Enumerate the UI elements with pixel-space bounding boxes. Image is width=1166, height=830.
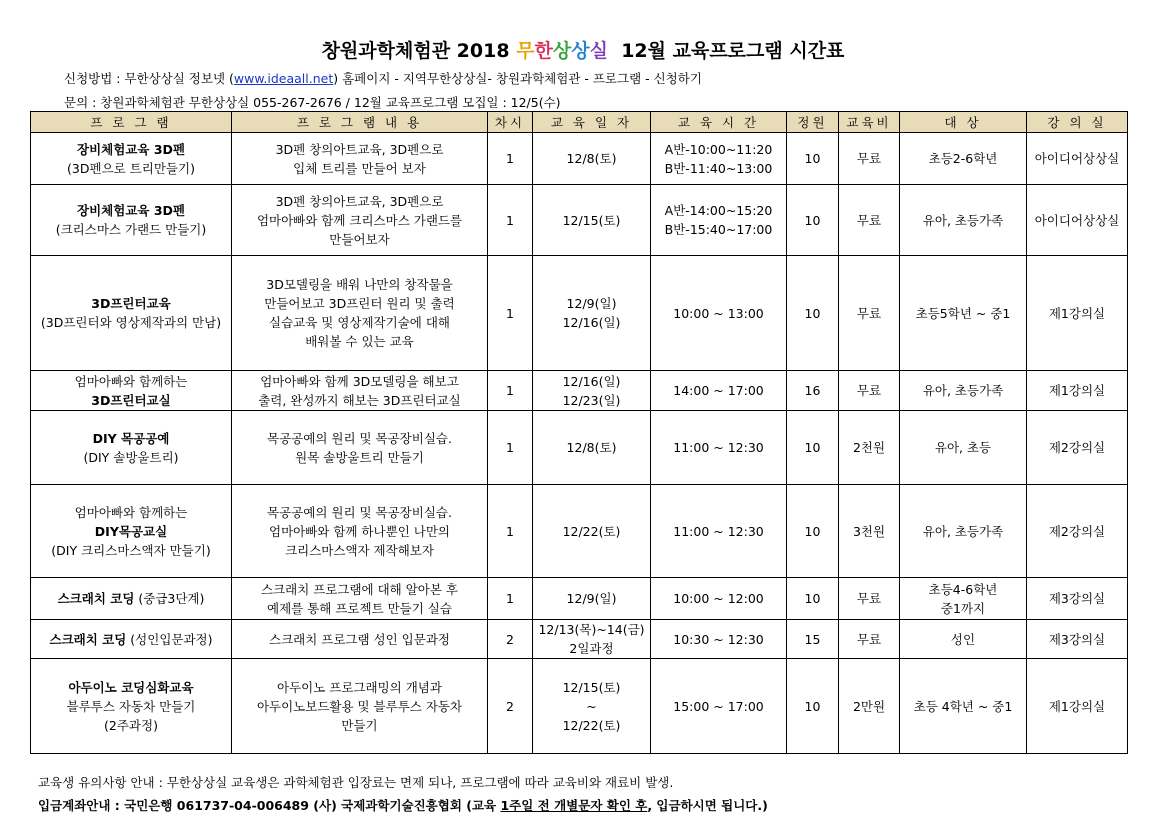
- content-cell: [232, 578, 488, 620]
- capacity-cell: 10: [787, 185, 839, 256]
- target-line: 유아, 초등가족: [922, 523, 1004, 539]
- date-line: 12/16(일): [562, 315, 621, 330]
- capacity-cell: 10: [787, 256, 839, 371]
- program-text: 3D프린터교육: [91, 296, 171, 311]
- target-line: 중1까지: [940, 600, 986, 616]
- date-line: ~: [586, 698, 597, 714]
- target-cell: [900, 256, 1027, 371]
- content-line: 엄마아빠와 함께 크리스마스 가랜드를: [256, 212, 463, 228]
- program-line: [34, 503, 228, 522]
- time-line: B반-11:40~13:00: [664, 160, 773, 176]
- notes-account-underline: 1주일 전 개별문자 확인 후: [500, 798, 648, 813]
- program-cell: [31, 485, 232, 578]
- notes-account: [38, 796, 768, 814]
- fee-cell: 2천원: [839, 411, 900, 485]
- program-text: (크리스마스 가랜드 만들기): [55, 222, 207, 237]
- capacity-cell: 15: [787, 620, 839, 659]
- program-text: 블루투스 자동차 만들기: [66, 698, 196, 714]
- time-line: B반-15:40~17:00: [664, 222, 773, 237]
- content-line: 원목 솔방울트리 만들기: [295, 449, 424, 465]
- title-brand-char: 실: [589, 40, 608, 62]
- schedule-table: [30, 111, 1128, 754]
- program-line: [34, 429, 228, 448]
- time-line: A반-14:00~15:20: [664, 203, 773, 218]
- table-row: [31, 620, 1128, 659]
- program-cell: [31, 620, 232, 659]
- program-line: [34, 201, 228, 220]
- room-cell: 제1강의실: [1027, 371, 1128, 411]
- page-title: [0, 36, 1166, 63]
- content-line: 출력, 완성까지 해보는 3D프린터교실: [258, 392, 461, 408]
- header-target: 대 상: [900, 112, 1027, 133]
- table-row: [31, 256, 1128, 371]
- content-line: 아두이노 프로그래밍의 개념과: [277, 679, 442, 695]
- target-line: 유아, 초등가족: [922, 383, 1004, 398]
- program-line: [34, 678, 228, 697]
- fee-cell: 무료: [839, 133, 900, 185]
- program-text: (3D펜으로 트리만들기): [67, 160, 195, 176]
- program-text: DIY목공교실: [94, 523, 168, 539]
- header-room: 강 의 실: [1027, 112, 1128, 133]
- content-cell: [232, 659, 488, 754]
- time-line: 11:00 ~ 12:30: [673, 523, 764, 539]
- header-time: 교 육 시 간: [651, 112, 787, 133]
- content-line: 3D모델링을 배워 나만의 창작물을: [266, 277, 453, 292]
- sessions-cell: 1: [488, 485, 533, 578]
- program-cell: [31, 371, 232, 411]
- sessions-cell: 2: [488, 620, 533, 659]
- content-line: 예제를 통해 프로젝트 만들기 실습: [267, 600, 452, 616]
- date-line: 12/9(일): [566, 591, 617, 606]
- notes-account-pre: 입금계좌안내 : 국민은행 061737-04-006489 (사) 국제과학기술진흥협회 (교육: [38, 798, 501, 813]
- program-cell: [31, 659, 232, 754]
- program-line: [34, 313, 228, 332]
- program-text: (3D프린터와 영상제작과의 만남): [40, 315, 222, 330]
- program-line: [34, 220, 228, 239]
- date-line: 12/13(목)~14(금): [538, 622, 645, 637]
- program-cell: [31, 133, 232, 185]
- sessions-cell: 1: [488, 185, 533, 256]
- content-line: 엄마아빠와 함께 3D모델링을 해보고: [260, 373, 459, 389]
- header-fee: 교육비: [839, 112, 900, 133]
- sessions-cell: 1: [488, 133, 533, 185]
- target-cell: [900, 620, 1027, 659]
- program-cell: [31, 185, 232, 256]
- date-line: 2일과정: [569, 641, 614, 656]
- content-line: 목공공예의 원리 및 목공장비실습.: [267, 504, 452, 520]
- table-row: [31, 185, 1128, 256]
- program-text: DIY 목공공예: [92, 430, 170, 446]
- sessions-cell: 1: [488, 411, 533, 485]
- date-cell: [533, 411, 651, 485]
- target-line: 유아, 초등가족: [922, 212, 1004, 228]
- info-apply-pre: 신청방법 : 무한상상실 정보넷 (: [64, 71, 234, 86]
- target-cell: [900, 185, 1027, 256]
- header-content: 프 로 그 램 내 용: [232, 112, 488, 133]
- date-cell: [533, 659, 651, 754]
- time-line: 11:00 ~ 12:30: [673, 440, 764, 455]
- program-line: [34, 159, 228, 178]
- table-header-row: [31, 112, 1128, 133]
- time-cell: [651, 620, 787, 659]
- date-cell: [533, 485, 651, 578]
- header-capacity: 정원: [787, 112, 839, 133]
- table-row: [31, 659, 1128, 754]
- program-line: [34, 372, 228, 391]
- sessions-cell: 1: [488, 256, 533, 371]
- program-text: 아두이노 코딩심화교육: [68, 679, 194, 695]
- content-cell: [232, 133, 488, 185]
- table-row: [31, 411, 1128, 485]
- target-line: 유아, 초등: [934, 440, 992, 455]
- content-cell: [232, 485, 488, 578]
- date-line: 12/9(일): [566, 296, 617, 311]
- program-line: [34, 541, 228, 560]
- program-line: [34, 630, 228, 649]
- date-line: 12/15(토): [562, 212, 621, 228]
- capacity-cell: 10: [787, 485, 839, 578]
- title-brand-char: 한: [534, 40, 553, 62]
- capacity-cell: 10: [787, 133, 839, 185]
- target-line: 초등4-6학년: [928, 581, 998, 597]
- date-line: 12/22(토): [562, 523, 621, 539]
- fee-cell: 무료: [839, 256, 900, 371]
- target-line: 초등 4학년 ~ 중1: [913, 698, 1013, 714]
- program-text: 3D프린터교실: [91, 392, 171, 408]
- info-apply-post: ) 홈페이지 - 지역무한상상실- 창원과학체험관 - 프로그램 - 신청하기: [333, 71, 702, 86]
- room-cell: 제1강의실: [1027, 256, 1128, 371]
- time-line: 15:00 ~ 17:00: [673, 698, 764, 714]
- content-line: 엄마아빠와 함께 하나뿐인 나만의: [269, 523, 450, 539]
- date-line: 12/15(토): [562, 679, 621, 695]
- table-row: [31, 485, 1128, 578]
- info-link[interactable]: www.ideaall.net: [233, 71, 334, 86]
- title-part1: 창원과학체험관 2018: [321, 40, 517, 62]
- date-line: 12/8(토): [566, 440, 617, 455]
- target-cell: [900, 411, 1027, 485]
- content-cell: [232, 256, 488, 371]
- title-brand-char: 상: [552, 40, 572, 62]
- content-line: 배워볼 수 있는 교육: [305, 334, 414, 349]
- program-line: [34, 697, 228, 716]
- header-sessions: 차시: [488, 112, 533, 133]
- content-line: 아두이노보드활용 및 블루투스 자동차: [256, 698, 463, 714]
- title-brand-char: 무: [516, 40, 535, 62]
- program-text: (DIY 크리스마스액자 만들기): [51, 542, 211, 558]
- time-cell: [651, 185, 787, 256]
- program-line: [34, 716, 228, 735]
- content-line: 만들어보고 3D프린터 원리 및 출력: [264, 296, 455, 311]
- time-cell: [651, 578, 787, 620]
- fee-cell: 3천원: [839, 485, 900, 578]
- program-text: (2주과정): [104, 717, 158, 733]
- program-cell: [31, 411, 232, 485]
- content-line: 스크래치 프로그램 성인 입문과정: [269, 631, 450, 647]
- room-cell: 제2강의실: [1027, 411, 1128, 485]
- program-line: [34, 391, 228, 410]
- capacity-cell: 10: [787, 578, 839, 620]
- time-line: A반-10:00~11:20: [664, 141, 773, 157]
- table-row: [31, 578, 1128, 620]
- sessions-cell: 2: [488, 659, 533, 754]
- program-line: [34, 294, 228, 313]
- target-cell: [900, 133, 1027, 185]
- capacity-cell: 10: [787, 659, 839, 754]
- title-brand-char: 상: [571, 40, 590, 62]
- program-text: 스크래치 코딩: [57, 591, 135, 606]
- room-cell: 제3강의실: [1027, 578, 1128, 620]
- program-line: [34, 589, 228, 608]
- target-line: 초등5학년 ~ 중1: [915, 305, 1011, 321]
- target-cell: [900, 578, 1027, 620]
- notes-caution: 교육생 유의사항 안내 : 무한상상실 교육생은 과학체험관 입장료는 면제 되나, 프로그램에 따라 교육비와 재료비 발생.: [38, 775, 674, 790]
- fee-cell: 무료: [839, 578, 900, 620]
- table-row: [31, 133, 1128, 185]
- header-date: 교 육 일 자: [533, 112, 651, 133]
- room-cell: 제3강의실: [1027, 620, 1128, 659]
- room-cell: 아이디어상상실: [1027, 185, 1128, 256]
- capacity-cell: 16: [787, 371, 839, 411]
- date-cell: [533, 185, 651, 256]
- program-line: [34, 448, 228, 467]
- program-line: [34, 140, 228, 159]
- program-suffix: (중급3단계): [134, 591, 205, 606]
- content-line: 크리스마스액자 제작해보자: [285, 542, 434, 558]
- program-cell: [31, 256, 232, 371]
- program-text: 엄마아빠와 함께하는: [74, 373, 188, 389]
- target-line: 초등2-6학년: [928, 151, 998, 166]
- program-text: (DIY 솔방울트리): [83, 449, 179, 465]
- content-line: 만들기: [341, 717, 378, 733]
- notes-account-post: , 입금하시면 됩니다.): [647, 798, 768, 813]
- fee-cell: 2만원: [839, 659, 900, 754]
- date-line: 12/22(토): [562, 717, 621, 733]
- content-line: 스크래치 프로그램에 대해 알아본 후: [260, 581, 459, 597]
- time-line: 10:00 ~ 12:00: [673, 591, 764, 606]
- time-line: 14:00 ~ 17:00: [673, 383, 764, 398]
- date-line: 12/16(일): [562, 373, 621, 389]
- sessions-cell: 1: [488, 578, 533, 620]
- content-cell: [232, 620, 488, 659]
- time-cell: [651, 133, 787, 185]
- info-contact-line: 문의 : 창원과학체험관 무한상상실 055-267-2676 / 12월 교육프로그램 모집일 : 12/5(수): [64, 95, 561, 110]
- date-line: 12/23(일): [562, 392, 621, 408]
- program-text: 엄마아빠와 함께하는: [74, 504, 188, 520]
- room-cell: 제1강의실: [1027, 659, 1128, 754]
- program-cell: [31, 578, 232, 620]
- content-cell: [232, 185, 488, 256]
- fee-cell: 무료: [839, 185, 900, 256]
- target-cell: [900, 371, 1027, 411]
- date-cell: [533, 256, 651, 371]
- time-cell: [651, 371, 787, 411]
- content-line: 만들어보자: [329, 231, 390, 247]
- program-line: [34, 522, 228, 541]
- title-part2: 12월 교육프로그램 시간표: [607, 40, 845, 62]
- time-cell: [651, 485, 787, 578]
- program-suffix: (성인입문과정): [126, 631, 213, 647]
- content-line: 입체 트리를 만들어 보자: [293, 160, 426, 176]
- content-line: 실습교육 및 영상제작기술에 대해: [269, 315, 450, 330]
- time-cell: [651, 411, 787, 485]
- room-cell: 아이디어상상실: [1027, 133, 1128, 185]
- header-program: 프 로 그 램: [31, 112, 232, 133]
- content-line: 목공공예의 원리 및 목공장비실습.: [267, 430, 452, 446]
- target-cell: [900, 659, 1027, 754]
- table-row: [31, 371, 1128, 411]
- program-text: 스크래치 코딩: [49, 631, 127, 647]
- content-line: 3D펜 창의아트교육, 3D펜으로: [275, 141, 444, 157]
- date-line: 12/8(토): [566, 151, 617, 166]
- time-line: 10:30 ~ 12:30: [673, 631, 764, 647]
- content-cell: [232, 371, 488, 411]
- program-text: 장비체험교육 3D펜: [77, 203, 185, 218]
- fee-cell: 무료: [839, 620, 900, 659]
- room-cell: 제2강의실: [1027, 485, 1128, 578]
- sessions-cell: 1: [488, 371, 533, 411]
- time-cell: [651, 256, 787, 371]
- capacity-cell: 10: [787, 411, 839, 485]
- info-apply-line: [64, 69, 702, 87]
- date-cell: [533, 578, 651, 620]
- fee-cell: 무료: [839, 371, 900, 411]
- content-line: 3D펜 창의아트교육, 3D펜으로: [275, 193, 444, 209]
- date-cell: [533, 133, 651, 185]
- target-line: 성인: [950, 631, 976, 647]
- date-cell: [533, 620, 651, 659]
- date-cell: [533, 371, 651, 411]
- content-cell: [232, 411, 488, 485]
- time-cell: [651, 659, 787, 754]
- program-text: 장비체험교육 3D펜: [77, 141, 185, 157]
- time-line: 10:00 ~ 13:00: [673, 305, 764, 321]
- target-cell: [900, 485, 1027, 578]
